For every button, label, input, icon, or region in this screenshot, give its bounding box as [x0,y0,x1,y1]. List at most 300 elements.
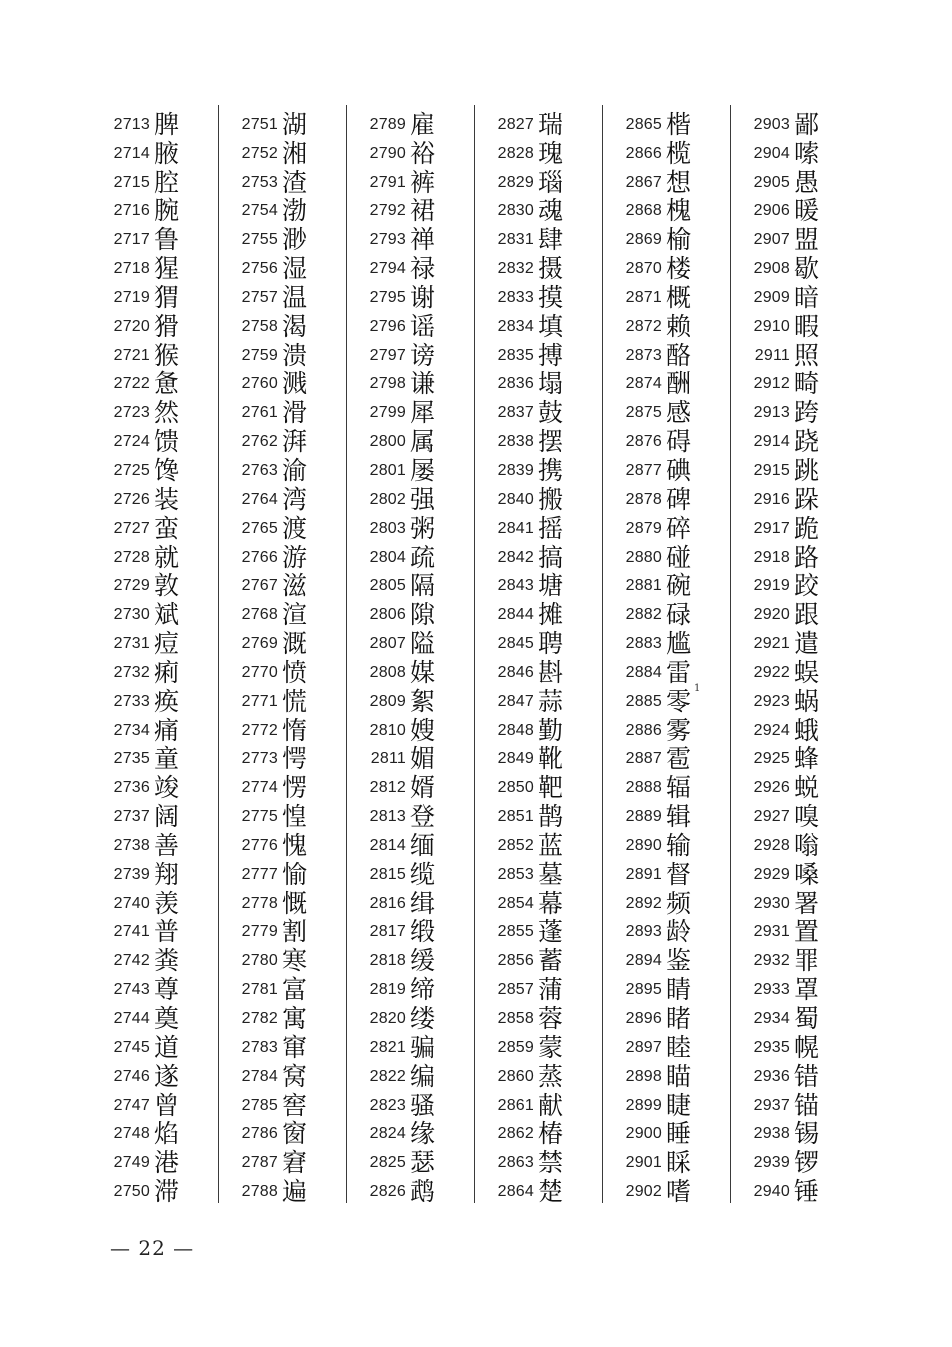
entry-number: 2909 [753,288,790,306]
character-entry [356,166,484,195]
entry-number: 2805 [369,577,406,595]
character-entry [612,829,740,858]
entry-character: 腔 [154,167,180,197]
entry-number: 2818 [369,952,406,970]
entry-character: 猾 [154,311,180,341]
entry-character: 渝 [282,455,308,485]
entry-character: 猩 [154,254,180,284]
entry-character: 滞 [154,1177,180,1207]
entry-character: 婿 [410,773,436,803]
character-entry [100,1118,228,1147]
character-entry [612,512,740,541]
entry-number: 2790 [369,144,406,162]
entry-number: 2878 [625,490,662,508]
entry-number: 2902 [625,1183,662,1201]
entry-number: 2860 [497,1067,534,1085]
character-entry [356,973,484,1005]
character-entry [484,598,612,630]
entry-number: 2877 [625,461,662,479]
character-entry [740,1002,868,1031]
entry-character: 渺 [282,225,308,255]
entry-number: 2852 [497,836,534,854]
character-entry [740,252,868,284]
character-entry [740,973,868,1005]
page-number: — 22 — [110,1236,195,1260]
entry-character: 蛾 [794,715,820,745]
entry-number: 2842 [497,548,534,566]
entry-number: 2803 [369,519,406,537]
entry-character: 跳 [794,455,820,485]
character-column-2 [228,108,356,1207]
entry-number: 2834 [497,317,534,335]
entry-character: 榄 [666,138,692,168]
entry-number: 2743 [113,981,150,999]
character-entry [356,570,484,599]
entry-character: 填 [538,311,564,341]
character-entry [740,483,868,512]
entry-number: 2719 [113,288,150,306]
character-entry [228,396,356,428]
entry-character: 善 [154,830,180,860]
entry-number: 2718 [113,260,150,278]
entry-number: 2717 [113,231,150,249]
entry-character: 阔 [154,802,180,832]
character-entry [612,598,740,630]
character-entry [356,1175,484,1207]
entry-number: 2821 [369,1038,406,1056]
entry-number: 2881 [625,577,662,595]
entry-character: 愚 [794,167,820,197]
entry-character: 署 [794,888,820,918]
entry-character: 睬 [666,1148,692,1178]
entry-number: 2907 [753,231,790,249]
entry-character: 雹 [666,744,692,774]
entry-character: 渴 [282,311,308,341]
character-entry [484,714,612,743]
character-entry [612,541,740,570]
character-entry [356,1002,484,1031]
entry-number: 2723 [113,404,150,422]
character-entry [100,1060,228,1089]
entry-character: 禁 [538,1148,564,1178]
entry-number: 2777 [241,865,278,883]
entry-character: 禅 [410,225,436,255]
entry-character: 曾 [154,1090,180,1120]
character-entry [228,858,356,887]
entry-number: 2766 [241,548,278,566]
entry-character: 雾 [666,715,692,745]
character-entry [612,252,740,284]
character-entry [100,310,228,339]
entry-number: 2850 [497,779,534,797]
entry-character: 谣 [410,311,436,341]
entry-character: 嗅 [794,802,820,832]
entry-number: 2722 [113,375,150,393]
character-entry [100,916,228,945]
entry-number: 2806 [369,606,406,624]
character-entry [356,339,484,368]
character-entry [612,1060,740,1089]
entry-character: 愕 [282,744,308,774]
character-entry [356,512,484,541]
character-entry [356,743,484,772]
entry-character: 腕 [154,196,180,226]
entry-character: 窝 [282,1061,308,1091]
character-entry [100,1089,228,1118]
entry-number: 2916 [753,490,790,508]
entry-number: 2808 [369,663,406,681]
entry-number: 2845 [497,635,534,653]
character-entry [612,944,740,976]
entry-character: 锚 [794,1090,820,1120]
entry-character: 睡 [666,1119,692,1149]
entry-character: 滑 [282,398,308,428]
entry-number: 2825 [369,1154,406,1172]
entry-character: 鹉 [410,1177,436,1207]
entry-character: 禄 [410,254,436,284]
character-entry [740,1175,868,1207]
entry-number: 2883 [625,635,662,653]
character-entry [356,858,484,887]
entry-number: 2757 [241,288,278,306]
character-entry [228,771,356,803]
character-entry [612,454,740,483]
footnote-mark: 1 [694,682,701,694]
character-entry [484,1175,612,1207]
entry-number: 2758 [241,317,278,335]
character-entry [740,627,868,659]
entry-number: 2730 [113,606,150,624]
entry-number: 2759 [241,346,278,364]
entry-number: 2833 [497,288,534,306]
character-entry [484,1002,612,1031]
entry-number: 2762 [241,433,278,451]
entry-number: 2847 [497,692,534,710]
entry-character: 跨 [794,398,820,428]
entry-character: 酬 [666,369,692,399]
entry-number: 2933 [753,981,790,999]
character-entry [100,973,228,1005]
character-entry [356,541,484,570]
entry-character: 锡 [794,1119,820,1149]
character-entry [356,281,484,310]
character-entry [228,368,356,397]
entry-number: 2922 [753,663,790,681]
entry-character: 摇 [538,513,564,543]
character-entry [100,108,228,137]
entry-number: 2839 [497,461,534,479]
entry-number: 2714 [113,144,150,162]
entry-character: 塌 [538,369,564,399]
entry-character: 魂 [538,196,564,226]
character-entry [612,368,740,397]
character-entry [228,310,356,339]
entry-character: 脾 [154,109,180,139]
entry-character: 蒲 [538,975,564,1005]
entry-character: 湿 [282,254,308,284]
entry-number: 2872 [625,317,662,335]
entry-number: 2817 [369,923,406,941]
character-entry [356,916,484,945]
character-entry [612,195,740,224]
entry-number: 2727 [113,519,150,537]
entry-character: 嫂 [410,715,436,745]
entry-number: 2731 [113,635,150,653]
entry-character: 碑 [666,484,692,514]
entry-number: 2795 [369,288,406,306]
entry-character: 愧 [282,830,308,860]
character-column-4 [484,108,612,1207]
character-entry [100,570,228,599]
entry-number: 2734 [113,721,150,739]
entry-character: 隘 [410,629,436,659]
character-entry [100,137,228,166]
character-entry [484,858,612,887]
entry-character: 遣 [794,629,820,659]
entry-number: 2897 [625,1038,662,1056]
entry-number: 2832 [497,260,534,278]
character-entry [740,454,868,483]
character-entry [100,166,228,195]
entry-number: 2738 [113,836,150,854]
character-entry [228,1089,356,1118]
entry-number: 2769 [241,635,278,653]
character-entry [612,656,740,685]
entry-character: 龄 [666,917,692,947]
character-entry [228,1118,356,1147]
character-entry [740,944,868,976]
entry-character: 频 [666,888,692,918]
entry-character: 就 [154,542,180,572]
character-entry [228,108,356,137]
character-entry [612,1175,740,1207]
entry-character: 猬 [154,282,180,312]
character-entry [228,252,356,284]
entry-character: 斟 [538,657,564,687]
entry-character: 暗 [794,282,820,312]
character-entry [228,829,356,858]
character-entry [356,137,484,166]
entry-number: 2809 [369,692,406,710]
entry-character: 睦 [666,1032,692,1062]
character-entry [228,1060,356,1089]
entry-character: 窘 [282,1148,308,1178]
entry-character: 椿 [538,1119,564,1149]
entry-number: 2729 [113,577,150,595]
entry-character: 粪 [154,946,180,976]
entry-character: 馋 [154,455,180,485]
character-entry [356,195,484,224]
character-entry [740,512,868,541]
entry-character: 缎 [410,917,436,947]
character-entry [740,743,868,772]
entry-character: 畸 [794,369,820,399]
entry-character: 惶 [282,802,308,832]
entry-character: 摊 [538,600,564,630]
entry-character: 惰 [282,715,308,745]
entry-number: 2747 [113,1096,150,1114]
entry-character: 然 [154,398,180,428]
entry-number: 2898 [625,1067,662,1085]
character-entry [740,1060,868,1089]
entry-number: 2750 [113,1183,150,1201]
entry-character: 骗 [410,1032,436,1062]
entry-character: 焰 [154,1119,180,1149]
entry-character: 裙 [410,196,436,226]
character-entry [228,714,356,743]
column-divider [346,105,347,1203]
character-entry [228,425,356,457]
character-entry [612,166,740,195]
entry-character: 罩 [794,975,820,1005]
entry-character: 登 [410,802,436,832]
entry-number: 2926 [753,779,790,797]
character-entry [740,137,868,166]
character-entry [740,1146,868,1178]
entry-character: 溃 [282,340,308,370]
entry-number: 2890 [625,836,662,854]
entry-character: 榆 [666,225,692,255]
character-entry [612,973,740,1005]
character-entry [612,858,740,887]
entry-number: 2828 [497,144,534,162]
entry-number: 2836 [497,375,534,393]
entry-number: 2920 [753,606,790,624]
entry-number: 2940 [753,1183,790,1201]
character-entry [612,800,740,832]
character-entry [740,425,868,457]
entry-number: 2923 [753,692,790,710]
entry-character: 童 [154,744,180,774]
entry-number: 2756 [241,260,278,278]
character-entry [740,916,868,945]
character-entry [484,743,612,772]
entry-character: 愤 [282,657,308,687]
entry-character: 斌 [154,600,180,630]
character-entry [356,1089,484,1118]
entry-number: 2924 [753,721,790,739]
entry-character: 蜗 [794,686,820,716]
entry-character: 瑞 [538,109,564,139]
entry-number: 2744 [113,1010,150,1027]
character-column-5 [612,108,740,1207]
entry-number: 2737 [113,808,150,826]
entry-character: 肆 [538,225,564,255]
entry-character: 蓄 [538,946,564,976]
entry-number: 2859 [497,1038,534,1056]
entry-number: 2848 [497,721,534,739]
character-entry [740,656,868,685]
entry-number: 2774 [241,779,278,797]
entry-number: 2905 [753,173,790,191]
character-entry [740,714,868,743]
character-entry [612,137,740,166]
entry-character: 辐 [666,773,692,803]
entry-number: 2749 [113,1154,150,1172]
character-entry [356,108,484,137]
character-entry [740,685,868,714]
entry-number: 2911 [754,346,790,364]
character-entry [484,166,612,195]
entry-character: 搏 [538,340,564,370]
entry-number: 2861 [497,1096,534,1114]
character-entry [740,396,868,428]
entry-number: 2823 [369,1096,406,1114]
entry-character: 犀 [410,398,436,428]
entry-number: 2837 [497,404,534,422]
character-entry [612,743,740,772]
entry-character: 睹 [666,1004,692,1033]
entry-number: 2794 [369,260,406,278]
entry-number: 2830 [497,202,534,220]
entry-character: 隙 [410,600,436,630]
character-column-6 [740,108,868,1207]
character-entry [484,454,612,483]
entry-number: 2763 [241,461,278,479]
entry-number: 2798 [369,375,406,393]
entry-number: 2869 [625,231,662,249]
character-entry [228,195,356,224]
entry-number: 2770 [241,663,278,681]
entry-number: 2831 [497,231,534,249]
character-entry [100,541,228,570]
entry-number: 2930 [753,894,790,912]
character-entry [356,368,484,397]
entry-character: 窖 [282,1090,308,1120]
entry-number: 2715 [113,173,150,191]
character-entry [100,858,228,887]
entry-character: 隔 [410,571,436,601]
entry-number: 2867 [625,173,662,191]
entry-character: 湾 [282,484,308,514]
character-entry [740,108,868,137]
character-entry [100,396,228,428]
entry-number: 2894 [625,952,662,970]
character-entry [356,627,484,659]
character-entry [356,685,484,714]
entry-number: 2910 [753,317,790,335]
entry-character: 滋 [282,571,308,601]
entry-number: 2792 [369,202,406,220]
entry-number: 2788 [241,1183,278,1201]
entry-character: 尴 [666,629,692,659]
character-entry [612,281,740,310]
entry-character: 裕 [410,138,436,168]
entry-character: 屡 [410,455,436,485]
character-entry [228,339,356,368]
entry-number: 2865 [625,115,662,133]
character-entry [100,771,228,803]
character-entry [612,1146,740,1178]
character-entry [484,1118,612,1147]
entry-character: 渤 [282,196,308,226]
entry-number: 2755 [241,231,278,249]
character-entry [612,1118,740,1147]
character-entry [100,829,228,858]
character-entry [356,483,484,512]
entry-number: 2726 [113,490,150,508]
character-entry [612,627,740,659]
entry-number: 2899 [625,1096,662,1114]
entry-number: 2760 [241,375,278,393]
entry-character: 蓝 [538,830,564,860]
entry-character: 罪 [794,946,820,976]
entry-character: 缆 [410,859,436,889]
entry-character: 愉 [282,859,308,889]
entry-character: 奠 [154,1004,180,1033]
entry-character: 溉 [282,629,308,659]
character-entry [740,339,868,368]
